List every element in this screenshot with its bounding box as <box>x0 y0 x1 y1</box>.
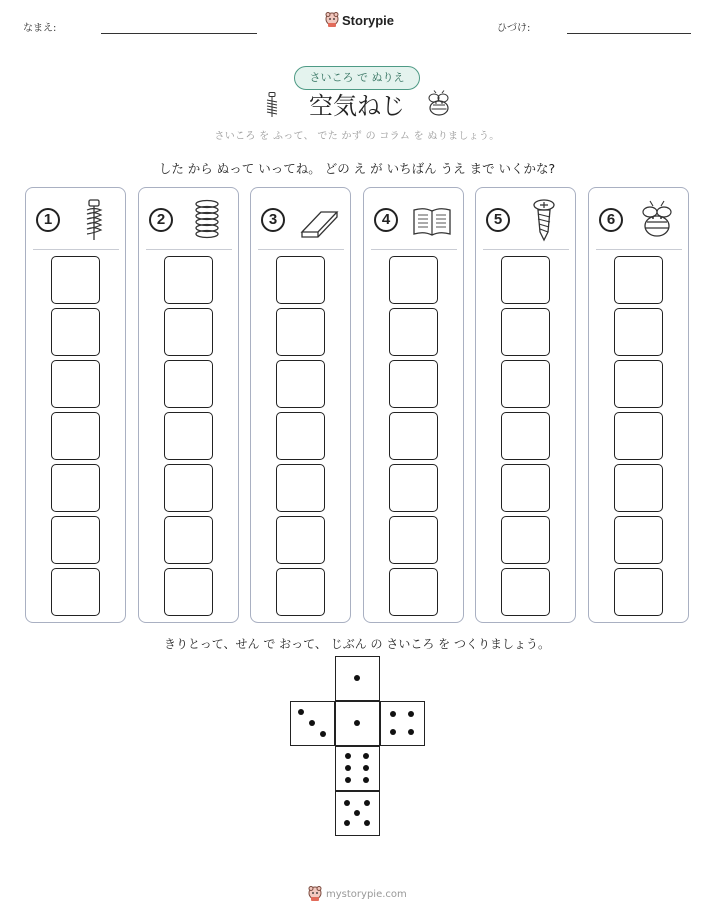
screw-icon <box>524 198 564 242</box>
bee-icon <box>424 90 454 120</box>
color-cell[interactable] <box>276 256 325 304</box>
color-cell[interactable] <box>389 568 438 616</box>
column-3 <box>250 187 351 623</box>
eraser-icon <box>299 198 339 242</box>
dice-pip <box>354 810 360 816</box>
color-cell[interactable] <box>501 464 550 512</box>
color-cell[interactable] <box>51 256 100 304</box>
color-cell[interactable] <box>276 412 325 460</box>
column-number: 4 <box>374 208 398 232</box>
color-cell[interactable] <box>501 360 550 408</box>
color-cell[interactable] <box>164 412 213 460</box>
color-cell[interactable] <box>276 516 325 564</box>
dice-face-3 <box>290 701 335 746</box>
footer <box>308 886 407 902</box>
color-cell[interactable] <box>501 516 550 564</box>
color-cell[interactable] <box>501 256 550 304</box>
color-cell[interactable] <box>164 360 213 408</box>
dice-face-1 <box>335 656 380 701</box>
column-divider <box>483 249 569 250</box>
color-cell[interactable] <box>51 516 100 564</box>
color-cell[interactable] <box>164 464 213 512</box>
dice-pip <box>344 820 350 826</box>
column-number: 6 <box>599 208 623 232</box>
color-cell[interactable] <box>51 308 100 356</box>
color-cell[interactable] <box>389 308 438 356</box>
dice-pip <box>309 720 315 726</box>
color-cell[interactable] <box>389 256 438 304</box>
dice-pip <box>408 729 414 735</box>
air-screw-icon <box>265 92 279 118</box>
color-cell[interactable] <box>51 412 100 460</box>
spring-coil-icon <box>187 198 227 242</box>
color-cell[interactable] <box>276 308 325 356</box>
column-number: 3 <box>261 208 285 232</box>
dice-pip <box>364 820 370 826</box>
color-cell[interactable] <box>389 360 438 408</box>
date-line <box>567 33 691 34</box>
color-cell[interactable] <box>276 568 325 616</box>
bee-icon <box>637 198 677 242</box>
instruction: した から ぬって いってね。 どの え が いちばん うえ まで いくかな? <box>158 161 556 176</box>
color-cell[interactable] <box>614 308 663 356</box>
dice-pip <box>363 777 369 783</box>
dice-pip <box>298 709 304 715</box>
dice-pip <box>354 675 360 681</box>
column-divider <box>371 249 457 250</box>
dice-pip <box>390 729 396 735</box>
dice-pip <box>408 711 414 717</box>
brand-logo <box>325 12 394 28</box>
column-number: 2 <box>149 208 173 232</box>
page-title: 空気ねじ <box>309 92 405 120</box>
dice-face-5 <box>335 791 380 836</box>
color-cell[interactable] <box>51 360 100 408</box>
column-divider <box>258 249 344 250</box>
column-divider <box>596 249 682 250</box>
open-book-icon <box>408 198 456 242</box>
subtitle: さいころ を ふって、 でた かず の コラム を ぬりましょう。 <box>214 131 500 142</box>
color-cell[interactable] <box>164 568 213 616</box>
column-number: 5 <box>486 208 510 232</box>
mascot-icon <box>308 886 322 902</box>
color-cell[interactable] <box>164 308 213 356</box>
dice-pip <box>320 731 326 737</box>
dice-pip <box>364 800 370 806</box>
footer-url: mystorypie.com <box>326 888 407 900</box>
column-divider <box>146 249 232 250</box>
brand-name: Storypie <box>342 12 395 28</box>
column-number: 1 <box>36 208 60 232</box>
color-cell[interactable] <box>501 412 550 460</box>
air-screw-icon <box>74 198 114 242</box>
color-cell[interactable] <box>276 360 325 408</box>
color-cell[interactable] <box>51 568 100 616</box>
dice-pip <box>345 765 351 771</box>
color-cell[interactable] <box>389 412 438 460</box>
dice-pip <box>344 800 350 806</box>
color-cell[interactable] <box>164 516 213 564</box>
column-5 <box>475 187 576 623</box>
dice-pip <box>345 753 351 759</box>
color-cell[interactable] <box>614 464 663 512</box>
color-cell[interactable] <box>614 412 663 460</box>
color-cell[interactable] <box>389 516 438 564</box>
activity-badge: さいころ で ぬりえ <box>294 66 420 90</box>
dice-face-4 <box>380 701 425 746</box>
color-cell[interactable] <box>164 256 213 304</box>
dice-pip <box>345 777 351 783</box>
dice-pip <box>363 765 369 771</box>
dice-face-6 <box>335 746 380 791</box>
column-divider <box>33 249 119 250</box>
color-cell[interactable] <box>614 568 663 616</box>
column-1 <box>25 187 126 623</box>
color-cell[interactable] <box>389 464 438 512</box>
mascot-icon <box>325 12 339 28</box>
color-cell[interactable] <box>51 464 100 512</box>
column-2 <box>138 187 239 623</box>
color-cell[interactable] <box>614 360 663 408</box>
dice-face-1 <box>335 701 380 746</box>
color-cell[interactable] <box>501 568 550 616</box>
dice-pip <box>390 711 396 717</box>
dice-pip <box>354 720 360 726</box>
dice-pip <box>363 753 369 759</box>
date-label: ひづけ: <box>497 23 531 34</box>
color-cell[interactable] <box>501 308 550 356</box>
color-cell[interactable] <box>276 464 325 512</box>
color-cell[interactable] <box>614 256 663 304</box>
name-line <box>101 33 257 34</box>
column-4 <box>363 187 464 623</box>
color-cell[interactable] <box>614 516 663 564</box>
column-6 <box>588 187 689 623</box>
cut-instruction: きりとって、せん で おって、 じぶん の さいころ を つくりましょう。 <box>164 637 550 651</box>
name-label: なまえ: <box>23 23 57 34</box>
